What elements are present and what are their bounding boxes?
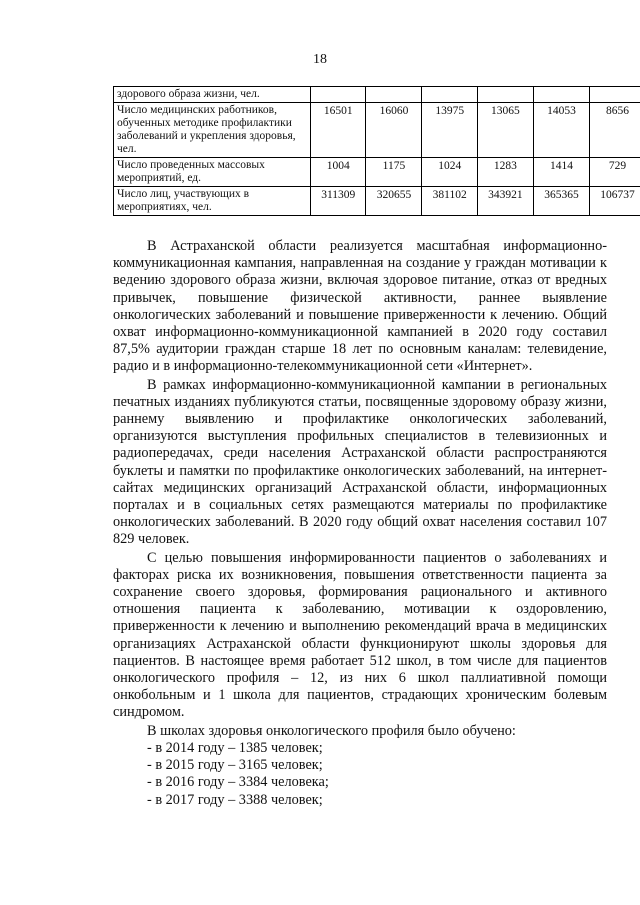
table-cell: 13065 [477, 103, 533, 158]
table-row-label: Число лиц, участвующих в мероприятиях, чел. [114, 187, 311, 216]
table-cell [477, 87, 533, 103]
list-item: - в 2014 году – 1385 человек; [147, 739, 323, 756]
table-cell: 14053 [533, 103, 589, 158]
paragraph: В Астраханской области реализуется масштабная информационно-коммуникационная кампания, направленная на создание у граждан мотивации к ведению здорового образа жизни, включая здоровое питание, отказ от вредных привычек, повышение физической активности, раннее выявление онкологических заболеваний и повышение приверженности к лечению. Общий охват информационно-коммуникационной кампанией в 2020 году составил 87,5% аудитории граждан старше 18 лет по основным каналам: телевидение, радио и в информационно-телекоммуникационной сети «Интернет». [113, 238, 607, 375]
table-row [114, 103, 640, 158]
page-number: 18 [313, 52, 327, 67]
table-cell: 343921 [477, 187, 533, 216]
table-cell: 16060 [366, 103, 422, 158]
table-cell [311, 87, 366, 103]
table-row-label: Число медицинских работников, обученных методике профилактики заболеваний и укрепления здоровья, чел. [114, 103, 311, 158]
table-cell: 1004 [311, 158, 366, 187]
table-cell [422, 87, 477, 103]
table-cell: 311309 [311, 187, 366, 216]
table-cell [533, 87, 589, 103]
table-cell: 106737 [589, 187, 640, 216]
table-cell: 320655 [366, 187, 422, 216]
document-body [113, 238, 607, 809]
trained-list [113, 740, 607, 809]
list-item: - в 2015 году – 3165 человек; [147, 757, 323, 774]
table-cell: 8656 [589, 103, 640, 158]
table-cell [589, 87, 640, 103]
list-item: - в 2016 году – 3384 человека; [147, 774, 329, 791]
table-cell: 1024 [422, 158, 477, 187]
table-row [114, 158, 640, 187]
table-cell: 13975 [422, 103, 477, 158]
paragraph: В школах здоровья онкологического профиля было обучено: [147, 722, 516, 739]
table-row [114, 187, 640, 216]
table-cell: 1175 [366, 158, 422, 187]
table-cell: 729 [589, 158, 640, 187]
table-cell: 16501 [311, 103, 366, 158]
table-row [114, 87, 640, 103]
table-row-label: здорового образа жизни, чел. [114, 87, 311, 103]
paragraph: В рамках информационно-коммуникационной кампании в региональных печатных изданиях публикуются статьи, посвященные здоровому образу жизни, раннему выявлению и профилактике онкологических заболеваний, организуются выступления профильных специалистов в телевизионных и радиопередачах, среди населения Астраханской области распространяются буклеты и памятки по профилактике онкологических заболеваний, на интернет-сайтах медицинских организаций Астраханской области, информационных порталах и в социальных сетях размещаются материалы по профилактике онкологических заболеваний. В 2020 году общий охват населения составил 107 829 человек. [113, 376, 607, 548]
statistics-table [113, 86, 640, 216]
table-cell: 365365 [533, 187, 589, 216]
paragraph: С целью повышения информированности пациентов о заболеваниях и факторах риска их возникновения, повышения ответственности пациента за сохранение своего здоровья, формирования рационального и активного отношения пациента к заболеванию, мотивации к оздоровлению, приверженности к лечению и выполнению рекомендаций врача в медицинских организациях Астраханской области функционируют школы здоровья для пациентов. В настоящее время работает 512 школ, в том числе для пациентов онкологического профиля – 12, из них 6 школ паллиативной помощи онкобольным и 1 школа для пациентов, страдающих хроническим болевым синдромом. [113, 549, 607, 721]
table-row-label: Число проведенных массовых мероприятий, ед. [114, 158, 311, 187]
table-cell [366, 87, 422, 103]
table-cell: 381102 [422, 187, 477, 216]
table-cell: 1414 [533, 158, 589, 187]
table-cell: 1283 [477, 158, 533, 187]
list-item: - в 2017 году – 3388 человек; [147, 791, 323, 808]
